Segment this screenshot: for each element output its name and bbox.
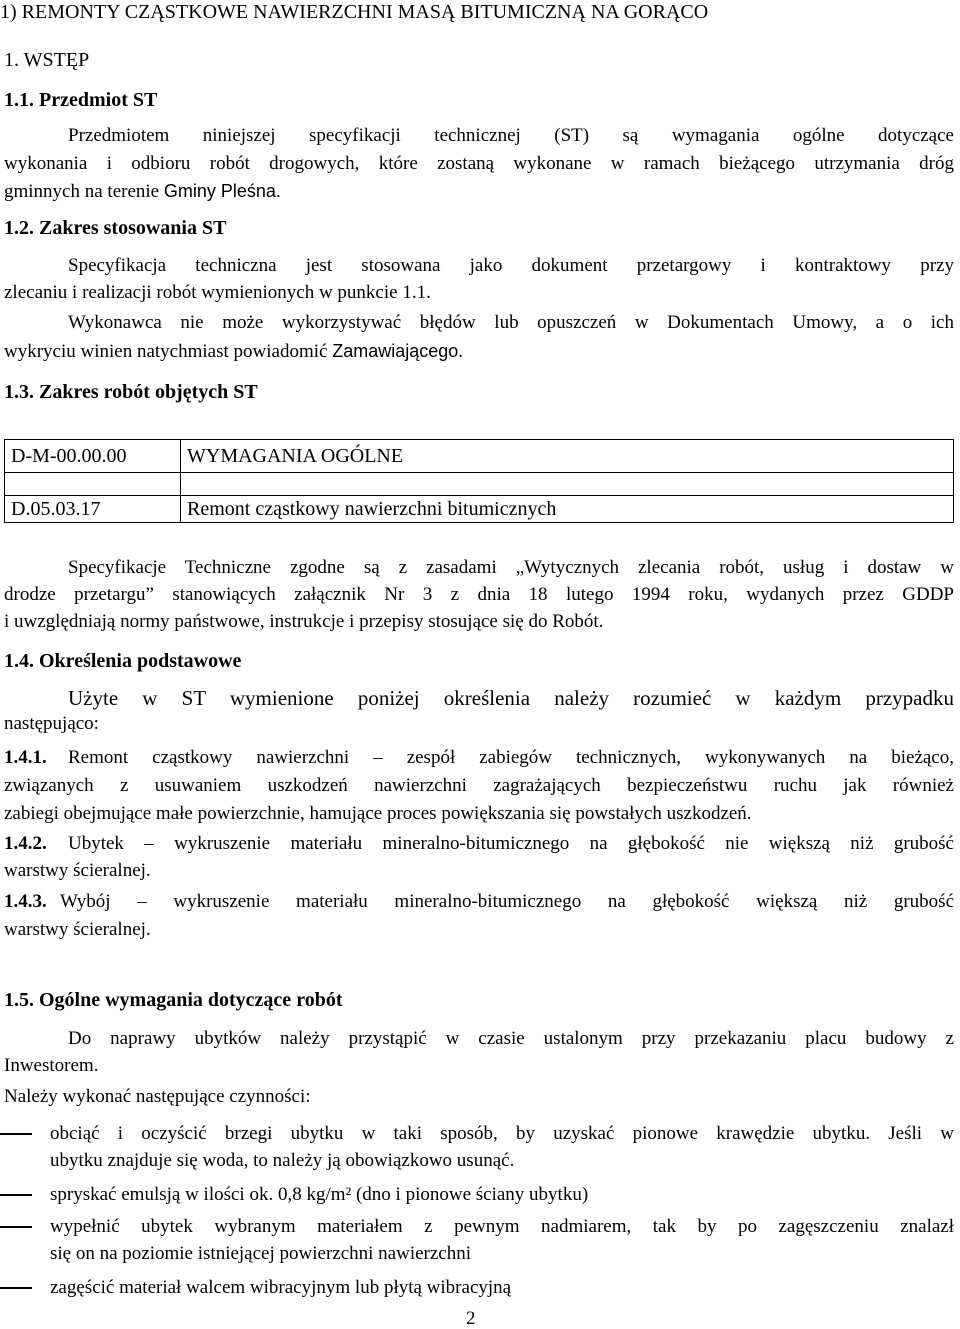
paragraph-line: Remont cząstkowy nawierzchni – zespół zabiegów technicznych, wykonywanych na bieżąco, bbox=[68, 747, 954, 768]
paragraph-line: następująco: bbox=[4, 713, 99, 734]
definition-number: 1.4.2. bbox=[4, 833, 47, 854]
paragraph-line: zabiegi obejmujące małe powierzchnie, hamujące proces powiększania się powstałych uszkodzeń. bbox=[4, 803, 752, 824]
dash-icon bbox=[0, 1194, 32, 1196]
paragraph-line bbox=[4, 182, 281, 201]
bullet-line: spryskać emulsją w ilości ok. 0,8 kg/m² (dno i pionowe ściany ubytku) bbox=[50, 1184, 589, 1205]
paragraph-line: Wykonawca nie może wykorzystywać błędów lub opuszczeń w Dokumentach Umowy, a o ich bbox=[68, 312, 954, 333]
paragraph-line: Użyte w ST wymienione poniżej określenia należy rozumieć w każdym przypadku bbox=[68, 686, 954, 710]
paragraph-line: warstwy ścieralnej. bbox=[4, 860, 151, 881]
table-row bbox=[5, 473, 954, 496]
document-title: 1) REMONTY CZĄSTKOWE NAWIERZCHNI MASĄ BITUMICZNĄ NA GORĄCO bbox=[0, 1, 709, 23]
paragraph-line: Wybój – wykruszenie materiału mineralno-bitumicznego na głębokość większą niż grubość bbox=[60, 891, 954, 912]
party-name: Zamawiającego bbox=[332, 341, 459, 361]
page-number: 2 bbox=[466, 1308, 476, 1329]
table-row bbox=[5, 496, 954, 523]
section-heading-1-2: 1.2. Zakres stosowania ST bbox=[4, 217, 227, 239]
dash-icon bbox=[0, 1133, 32, 1135]
paragraph-line: wykonania i odbioru robót drogowych, które zostaną wykonane w ramach bieżącego utrzymania dróg bbox=[4, 153, 954, 174]
paragraph-line: drodze przetargu” stanowiących załącznik Nr 3 z dnia 18 lutego 1994 roku, wydanych przez GDDP bbox=[4, 584, 954, 605]
table-cell-desc bbox=[181, 473, 954, 496]
paragraph-line: Do naprawy ubytków należy przystąpić w czasie ustalonym przy przekazaniu placu budowy z bbox=[68, 1028, 954, 1049]
section-heading-1-4: 1.4. Określenia podstawowe bbox=[4, 650, 242, 672]
paragraph-text: gminnych na terenie bbox=[4, 181, 164, 202]
dash-icon bbox=[0, 1226, 32, 1228]
dash-icon bbox=[0, 1287, 32, 1289]
table-cell-desc: Remont cząstkowy nawierzchni bitumicznych bbox=[181, 496, 954, 523]
paragraph-line: i uwzględniają normy państwowe, instrukcje i przepisy stosujące się do Robót. bbox=[4, 611, 604, 632]
table-cell-code bbox=[5, 473, 181, 496]
section-heading-1: 1. WSTĘP bbox=[4, 49, 90, 71]
scope-table bbox=[4, 439, 954, 523]
section-heading-1-3: 1.3. Zakres robót objętych ST bbox=[4, 381, 258, 403]
table-cell-code: D-M-00.00.00 bbox=[5, 440, 181, 473]
paragraph-line: Przedmiotem niniejszej specyfikacji technicznej (ST) są wymagania ogólne dotyczące bbox=[68, 125, 954, 146]
bullet-line: wypełnić ubytek wybranym materiałem z pewnym nadmiarem, tak by po zagęszczeniu znalazł bbox=[50, 1216, 954, 1237]
bullet-line: ubytku znajduje się woda, to należy ją obowiązkowo usunąć. bbox=[50, 1150, 515, 1171]
location-name: Gminy Pleśna. bbox=[163, 181, 281, 201]
table-row bbox=[5, 440, 954, 473]
section-heading-1-1: 1.1. Przedmiot ST bbox=[4, 89, 158, 111]
paragraph-line: Specyfikacja techniczna jest stosowana jako dokument przetargowy i kontraktowy przy bbox=[68, 255, 954, 276]
paragraph-line: Należy wykonać następujące czynności: bbox=[4, 1086, 311, 1107]
section-heading-1-5: 1.5. Ogólne wymagania dotyczące robót bbox=[4, 989, 343, 1011]
paragraph-text: wykryciu winien natychmiast powiadomić bbox=[4, 341, 333, 362]
paragraph-line: Ubytek – wykruszenie materiału mineralno-bitumicznego na głębokość nie większą niż grubość bbox=[68, 833, 954, 854]
paragraph-line: zlecaniu i realizacji robót wymienionych w punkcie 1.1. bbox=[4, 282, 431, 303]
paragraph-line: związanych z usuwaniem uszkodzeń nawierzchni zagrażających bezpieczeństwu ruchu jak również bbox=[4, 775, 954, 796]
table-cell-code: D.05.03.17 bbox=[5, 496, 181, 523]
paragraph-line: warstwy ścieralnej. bbox=[4, 919, 151, 940]
bullet-line: zagęścić materiał walcem wibracyjnym lub płytą wibracyjną bbox=[50, 1277, 512, 1298]
bullet-line: się on na poziomie istniejącej powierzchni nawierzchni bbox=[50, 1243, 472, 1264]
paragraph-line: Specyfikacje Techniczne zgodne są z zasadami „Wytycznych zlecania robót, usług i dostaw w bbox=[68, 557, 954, 578]
paragraph-line: Inwestorem. bbox=[4, 1055, 99, 1076]
bullet-line: obciąć i oczyścić brzegi ubytku w taki sposób, by uzyskać pionowe krawędzie ubytku. Jeśli w bbox=[50, 1123, 954, 1144]
definition-number: 1.4.3. bbox=[4, 891, 47, 912]
table-cell-desc: WYMAGANIA OGÓLNE bbox=[181, 440, 954, 473]
paragraph-line bbox=[4, 342, 463, 361]
definition-number: 1.4.1. bbox=[4, 747, 47, 768]
paragraph-text: . bbox=[458, 341, 464, 362]
